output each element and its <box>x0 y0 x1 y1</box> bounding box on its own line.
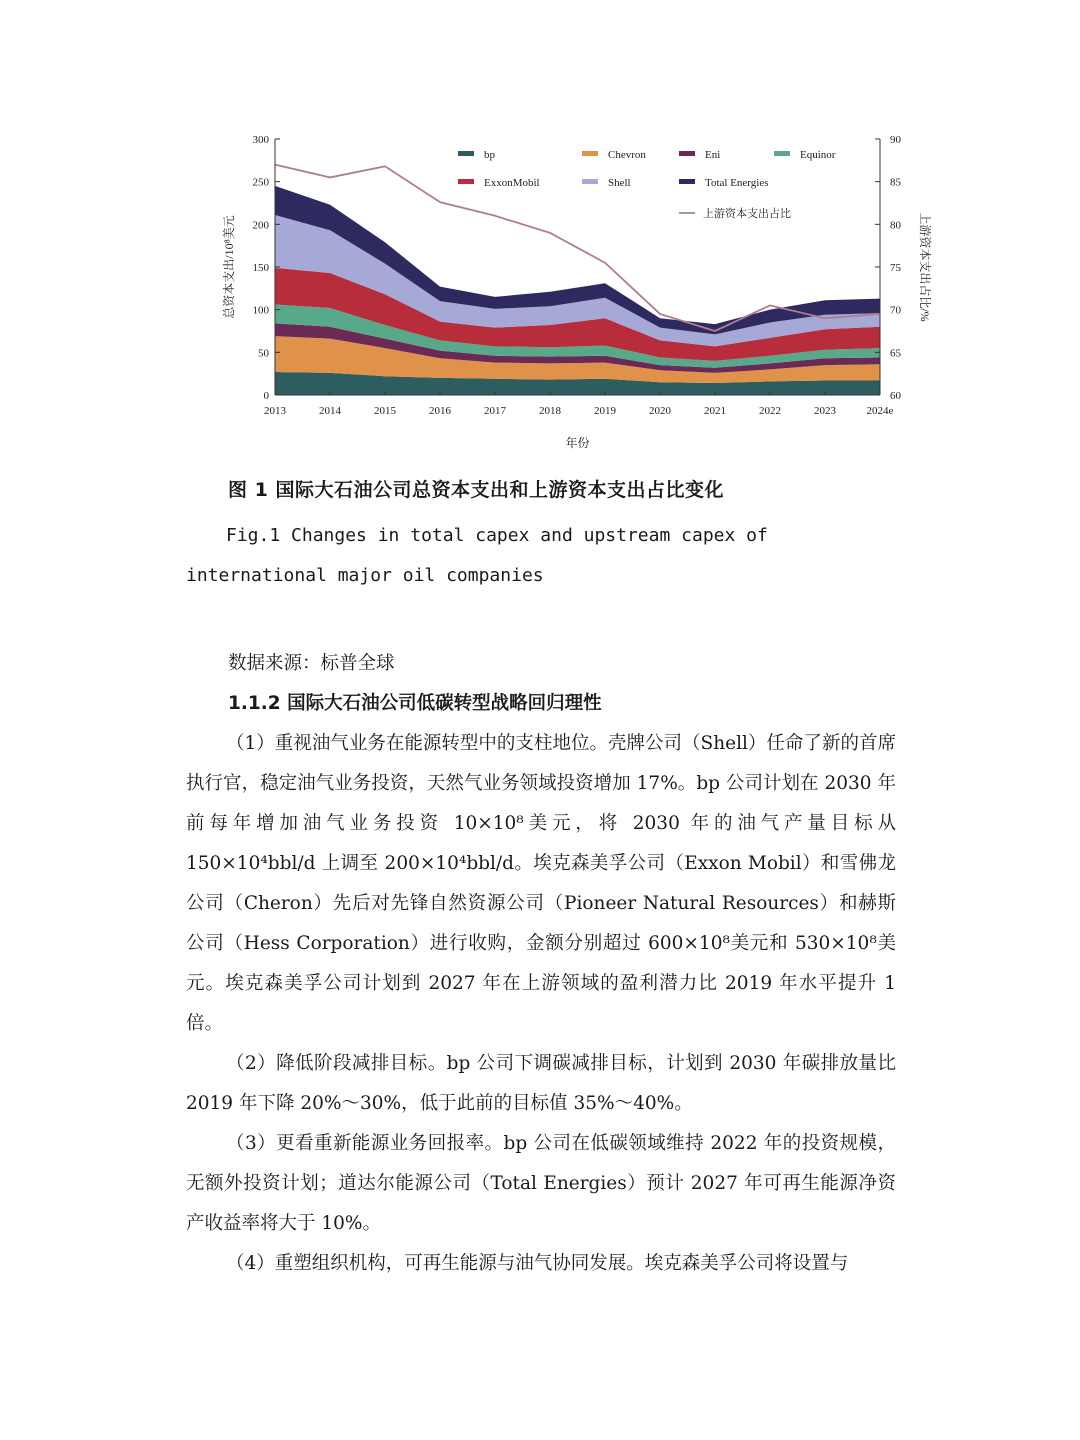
legend-swatch-total-energies <box>679 179 695 184</box>
y-left-tick-label: 0 <box>263 390 269 402</box>
x-tick-label: 2016 <box>429 405 451 417</box>
legend-swatch-shell <box>582 179 598 184</box>
x-tick-label: 2015 <box>374 405 396 417</box>
legend-label-exxonmobil: ExxonMobil <box>484 177 540 189</box>
y-right-tick-label: 65 <box>890 347 901 360</box>
legend-swatch-chevron <box>582 151 598 156</box>
legend-swatch-bp <box>458 151 474 156</box>
legend-label-chevron: Chevron <box>608 149 646 161</box>
x-tick-label: 2021 <box>704 405 726 417</box>
y-left-tick-label: 50 <box>258 347 269 360</box>
data-source: 数据来源：标普全球 <box>228 653 395 674</box>
x-tick-label: 2023 <box>814 405 836 417</box>
section-heading: 1.1.2 国际大石油公司低碳转型战略回归理性 <box>228 693 602 714</box>
y-right-tick-label: 70 <box>890 304 901 317</box>
y-right-tick-label: 60 <box>890 390 901 402</box>
y-right-tick-label: 85 <box>890 176 901 189</box>
legend-swatch-eni <box>679 151 695 156</box>
x-tick-label: 2017 <box>484 405 506 417</box>
y-right-axis-title: 上游资本支出占比/% <box>918 212 932 322</box>
y-left-tick-label: 300 <box>252 134 269 146</box>
legend-swatch-equinor <box>774 151 790 156</box>
paragraph-1: （1）重视油气业务在能源转型中的支柱地位。壳牌公司（Shell）任命了新的首席执行官，稳定油气业务投资，天然气业务领域投资增加 17%。bp 公司计划在 2030 年前每年增加油气业务投资 10×10⁸美元，将 2030 年的油气产量目标从 150×10⁴bbl/d 上调至 200×10⁴bbl/d。埃克森美孚公司（Exxon Mobil）和雪佛龙公司（Cheron）先后对先锋自然资源公司（Pioneer Natural Resources）和赫斯公司（Hess Corporation）进行收购，金额分别超过 600×10⁸美元和 530×10⁸美元。埃克森美孚公司计划到 2027 年在上游领域的盈利潜力比 2019 年水平提升 1 倍。 <box>186 733 896 1034</box>
legend-label-eni: Eni <box>705 149 721 161</box>
y-left-tick-label: 100 <box>252 304 269 317</box>
y-left-tick-label: 150 <box>252 262 269 274</box>
x-axis-title: 年份 <box>565 436 590 450</box>
x-tick-label: 2019 <box>594 405 616 417</box>
x-tick-label: 2014 <box>319 405 341 417</box>
x-tick-label: 2022 <box>759 405 781 417</box>
legend-label-upstream-share: 上游资本支出占比 <box>703 208 791 220</box>
y-left-tick-label: 200 <box>252 219 269 232</box>
legend-label-total-energies: Total Energies <box>705 177 769 189</box>
y-right-tick-label: 90 <box>890 134 901 146</box>
legend-label-equinor: Equinor <box>800 149 836 161</box>
body-text <box>186 724 896 1284</box>
figure-caption-en: Fig.1 Changes in total capex and upstream capex of international major oil companies <box>186 525 768 586</box>
paragraph-3: （3）更看重新能源业务回报率。bp 公司在低碳领域维持 2022 年的投资规模，无额外投资计划；道达尔能源公司（Total Energies）预计 2027 年可再生能源净资产收益率将大于 10%。 <box>186 1133 896 1234</box>
legend-label-bp: bp <box>484 149 495 161</box>
chart-legend <box>458 149 836 220</box>
legend-label-shell: Shell <box>608 177 631 189</box>
legend-swatch-exxonmobil <box>458 179 474 184</box>
y-left-axis-title: 总资本支出/10⁸美元 <box>222 215 236 319</box>
paragraph-4: （4）重塑组织机构，可再生能源与油气协同发展。埃克森美孚公司将设置与 <box>226 1253 849 1274</box>
x-tick-label: 2020 <box>649 405 671 417</box>
figure-caption-zh: 图 1 国际大石油公司总资本支出和上游资本支出占比变化 <box>228 479 724 501</box>
x-tick-label: 2018 <box>539 405 561 417</box>
y-right-tick-label: 80 <box>890 219 901 232</box>
x-tick-label: 2024e <box>866 405 894 417</box>
x-tick-label: 2013 <box>264 405 286 417</box>
y-left-tick-label: 250 <box>252 176 269 189</box>
y-right-tick-label: 75 <box>890 262 901 274</box>
paragraph-2: （2）降低阶段减排目标。bp 公司下调碳减排目标，计划到 2030 年碳排放量比 2019 年下降 20%～30%，低于此前的目标值 35%～40%。 <box>186 1053 896 1114</box>
capex-chart <box>215 125 935 460</box>
